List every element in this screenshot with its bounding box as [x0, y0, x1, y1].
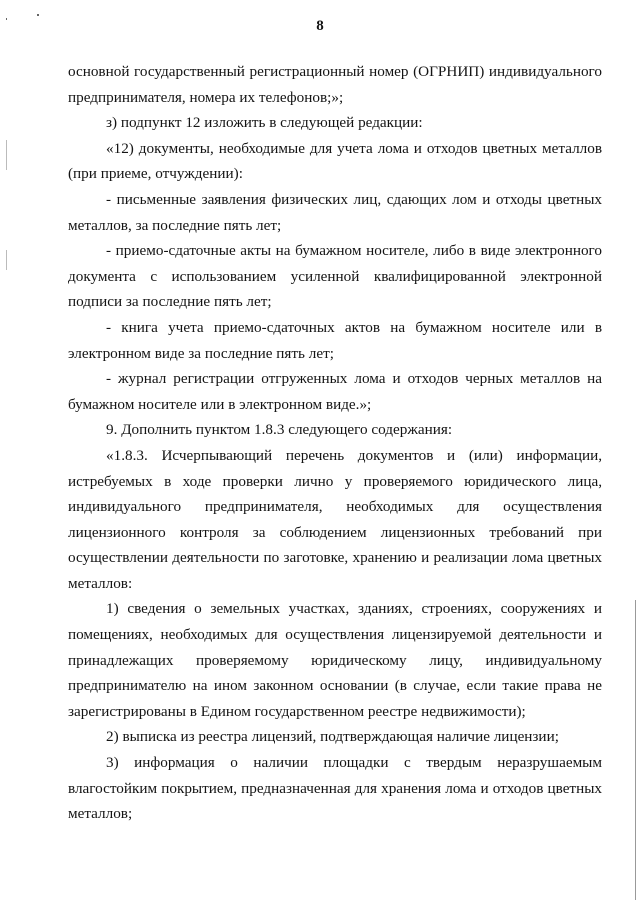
text-line: - письменные заявления физических лиц, сдающих лом и отходы цветных: [106, 190, 602, 208]
text-line: 1) сведения о земельных участках, зданиях, строениях, сооружениях и: [106, 600, 602, 618]
scan-edge-mark: [6, 250, 7, 270]
text-line: (при приеме, отчуждении):: [68, 165, 243, 183]
text-line: - журнал регистрации отгруженных лома и отходов черных металлов на: [106, 370, 602, 388]
text-line: принадлежащих проверяемому юридическому лицу, индивидуальному: [68, 651, 602, 669]
scan-edge-mark: [6, 140, 7, 170]
text-line: металлов, за последние пять лет;: [68, 216, 282, 234]
text-line: лицензионного контроля за соблюдением лицензионных требований при: [68, 523, 602, 541]
text-line: металлов:: [68, 574, 133, 592]
text-line: помещениях, необходимых для осуществления лицензируемой деятельности и: [68, 626, 602, 644]
text-line: влагостойким покрытием, предназначенная для хранения лома и отходов цветных: [68, 779, 602, 797]
text-line: зарегистрированы в Едином государственном реестре недвижимости);: [68, 702, 526, 720]
text-line: основной государственный регистрационный номер (ОГРНИП) индивидуального: [68, 63, 602, 80]
text-line: 2) выписка из реестра лицензий, подтверждающая наличие лицензии;: [106, 728, 559, 746]
text-line: подписи за последние пять лет;: [68, 293, 272, 311]
page-number: 8: [316, 18, 324, 34]
text-line: «12) документы, необходимые для учета лома и отходов цветных металлов: [106, 139, 602, 157]
text-line: 3) информация о наличии площадки с твердым неразрушаемым: [106, 754, 602, 772]
text-line: истребуемых в ходе проверки лично у проверяемого юридического лица,: [68, 472, 602, 490]
text-line: «1.8.3. Исчерпывающий перечень документов и (или) информации,: [106, 446, 602, 464]
text-line: предпринимателю на ином законном основании (в случае, если такие права не: [68, 677, 602, 695]
text-line: - приемо-сдаточные акты на бумажном носителе, либо в виде электронного: [106, 242, 602, 260]
text-line: 9. Дополнить пунктом 1.8.3 следующего содержания:: [106, 421, 453, 439]
text-line: бумажном носителе или в электронном виде.»;: [68, 395, 372, 413]
text-line: з) подпункт 12 изложить в следующей редакции:: [106, 114, 423, 132]
scan-speck: [37, 14, 39, 16]
text-line: электронном виде за последние пять лет;: [68, 344, 334, 362]
text-line: предпринимателя, номера их телефонов;»;: [68, 88, 344, 106]
scan-edge-line: [635, 600, 636, 900]
text-line: индивидуального предпринимателя, необходимых для осуществления: [68, 498, 602, 516]
text-line: - книга учета приемо-сдаточных актов на бумажном носителе или в: [106, 318, 602, 336]
document-body: [68, 59, 602, 827]
scan-speck: [6, 18, 7, 20]
text-line: осуществлении деятельности по заготовке, хранению и реализации лома цветных: [68, 549, 602, 567]
text-line: документа с использованием усиленной квалифицированной электронной: [68, 267, 602, 285]
text-line: металлов;: [68, 805, 133, 823]
